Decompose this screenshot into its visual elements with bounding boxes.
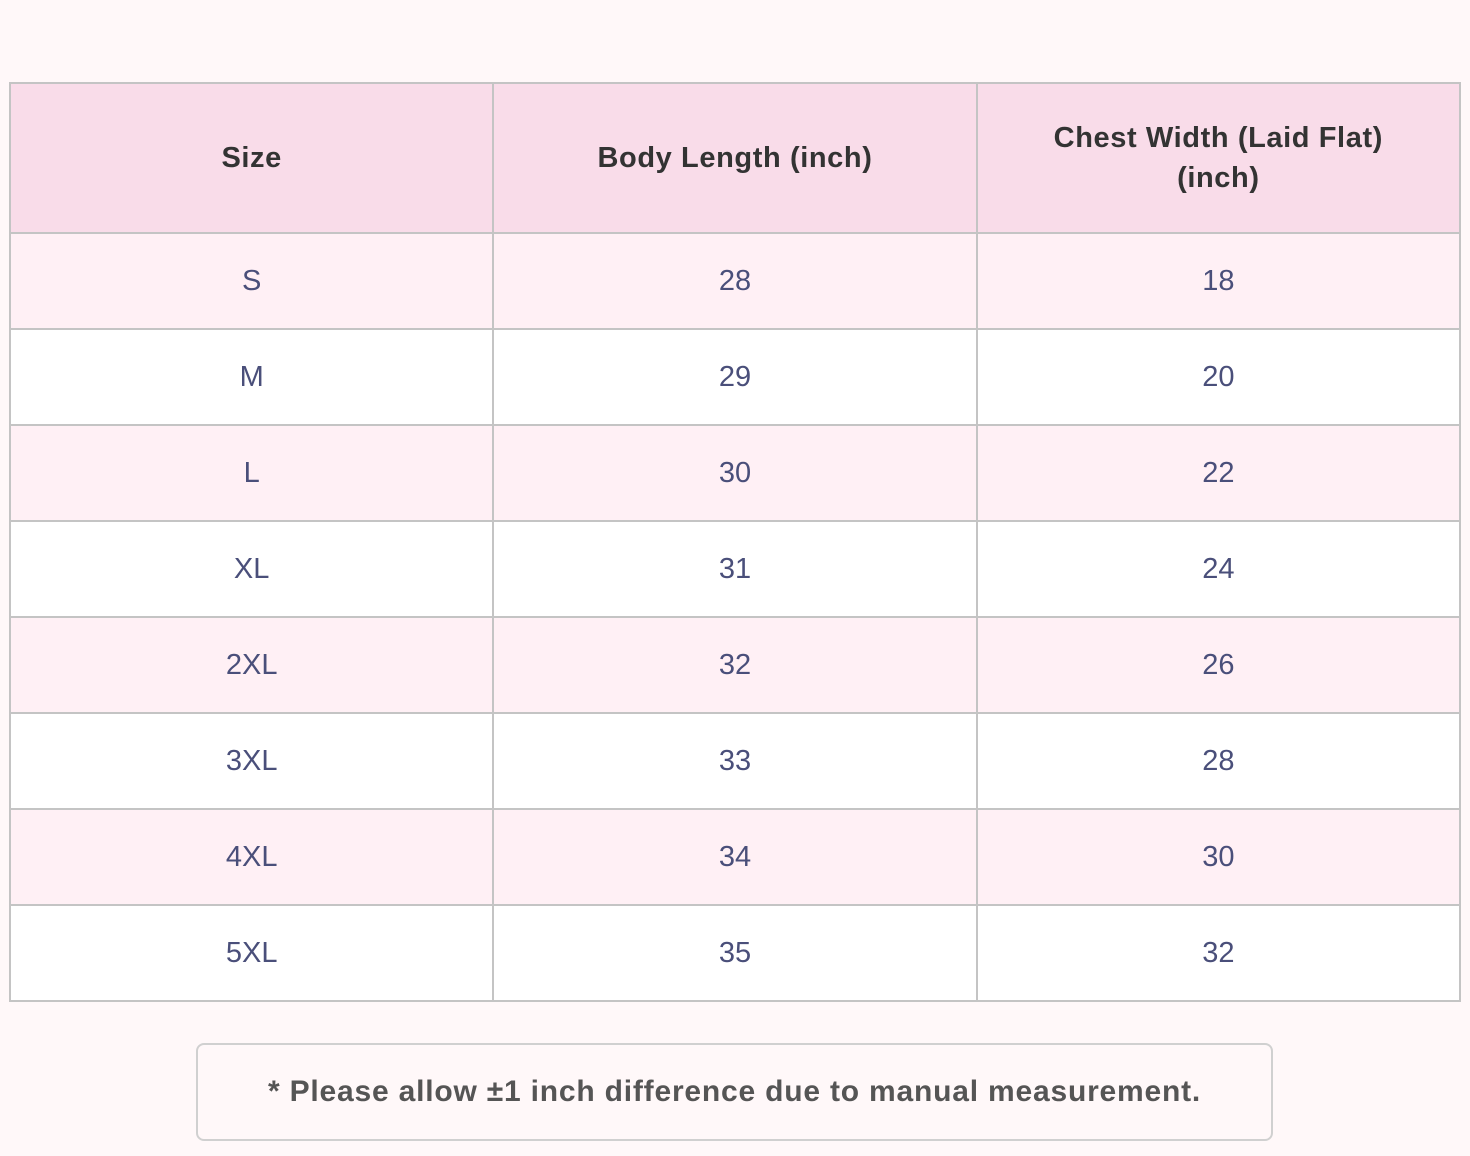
cell-size: 3XL (10, 713, 493, 809)
cell-size: 4XL (10, 809, 493, 905)
cell-chest-width: 26 (977, 617, 1460, 713)
cell-chest-width: 30 (977, 809, 1460, 905)
header-size: Size (10, 83, 493, 233)
cell-body-length: 33 (493, 713, 976, 809)
table-row (10, 905, 1460, 1001)
cell-chest-width: 18 (977, 233, 1460, 329)
table-header (10, 83, 1460, 233)
cell-size: XL (10, 521, 493, 617)
cell-body-length: 32 (493, 617, 976, 713)
size-chart-table (9, 82, 1461, 1002)
cell-body-length: 34 (493, 809, 976, 905)
cell-chest-width: 22 (977, 425, 1460, 521)
cell-size: S (10, 233, 493, 329)
cell-size: 2XL (10, 617, 493, 713)
table-row (10, 329, 1460, 425)
table-row (10, 713, 1460, 809)
cell-body-length: 35 (493, 905, 976, 1001)
cell-body-length: 28 (493, 233, 976, 329)
cell-size: M (10, 329, 493, 425)
header-body-length: Body Length (inch) (493, 83, 976, 233)
table-body (10, 233, 1460, 1001)
table-row (10, 521, 1460, 617)
cell-chest-width: 20 (977, 329, 1460, 425)
header-chest-width: Chest Width (Laid Flat) (inch) (977, 83, 1460, 233)
cell-chest-width: 32 (977, 905, 1460, 1001)
cell-body-length: 30 (493, 425, 976, 521)
table-row (10, 425, 1460, 521)
cell-chest-width: 28 (977, 713, 1460, 809)
cell-size: 5XL (10, 905, 493, 1001)
cell-body-length: 31 (493, 521, 976, 617)
measurement-note (196, 1043, 1273, 1141)
table-row (10, 617, 1460, 713)
header-row (10, 83, 1460, 233)
table-row (10, 809, 1460, 905)
table-row (10, 233, 1460, 329)
cell-size: L (10, 425, 493, 521)
measurement-note-text: * Please allow ±1 inch difference due to manual measurement. (267, 1075, 1202, 1108)
cell-chest-width: 24 (977, 521, 1460, 617)
cell-body-length: 29 (493, 329, 976, 425)
